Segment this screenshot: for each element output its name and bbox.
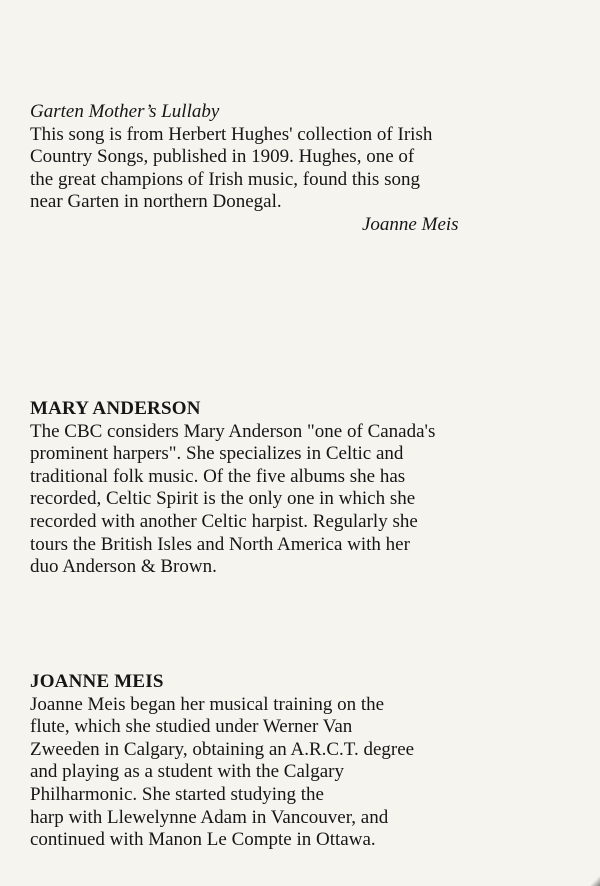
- bio-line: recorded with another Celtic harpist. Regularly she: [30, 510, 418, 532]
- page-corner-shadow: [590, 874, 600, 886]
- song-note-section: [30, 101, 580, 237]
- joanne-meis-bio-section: [30, 671, 580, 852]
- bio-line: Philharmonic. She started studying the: [30, 783, 324, 805]
- song-title: Garten Mother’s Lullaby: [30, 101, 220, 122]
- mary-anderson-bio-section: [30, 398, 580, 579]
- song-note-line: near Garten in northern Donegal.: [30, 191, 282, 213]
- bio-line: Zweeden in Calgary, obtaining an A.R.C.T. degree: [30, 738, 415, 760]
- joanne-meis-heading: JOANNE MEIS: [30, 671, 164, 692]
- bio-line: harp with Llewelynne Adam in Vancouver, and: [30, 806, 389, 828]
- song-note-signature: Joanne Meis: [362, 213, 459, 235]
- bio-line: and playing as a student with the Calgary: [30, 761, 344, 783]
- song-note-line: the great champions of Irish music, found this song: [30, 168, 420, 190]
- bio-line: flute, which she studied under Werner Van: [30, 716, 353, 738]
- mary-anderson-heading: MARY ANDERSON: [30, 398, 201, 419]
- song-note-line: Country Songs, published in 1909. Hughes, one of: [30, 146, 415, 168]
- bio-line: prominent harpers". She specializes in Celtic and: [30, 443, 404, 465]
- bio-line: recorded, Celtic Spirit is the only one in which she: [30, 488, 416, 510]
- bio-line: tours the British Isles and North America with her: [30, 533, 410, 555]
- song-note-line: This song is from Herbert Hughes' collection of Irish: [30, 123, 433, 145]
- bio-line: The CBC considers Mary Anderson "one of Canada's: [30, 420, 436, 442]
- bio-line: duo Anderson & Brown.: [30, 556, 217, 578]
- bio-line: traditional folk music. Of the five albums she has: [30, 465, 406, 487]
- bio-line: Joanne Meis began her musical training on the: [30, 693, 385, 715]
- bio-line: continued with Manon Le Compte in Ottawa.: [30, 829, 376, 851]
